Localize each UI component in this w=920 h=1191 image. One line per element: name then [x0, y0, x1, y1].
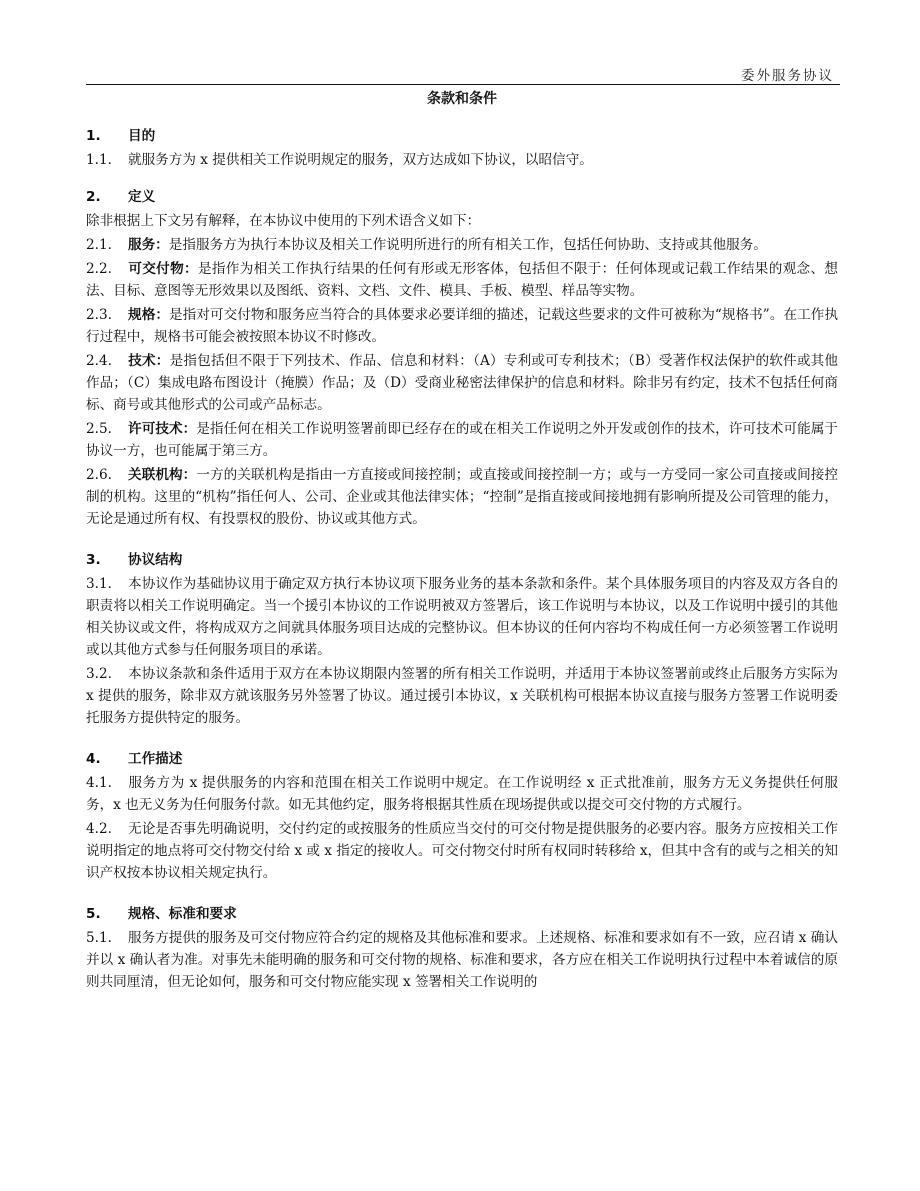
clause-2-2	[86, 258, 838, 302]
clause-number: 3.2.	[86, 666, 112, 682]
section-number: 5.	[86, 906, 101, 922]
clause-number: 4.1.	[86, 775, 112, 791]
clause-2-1	[86, 234, 838, 256]
clause-text: 是指任何在相关工作说明签署前即已经存在的或在相关工作说明之外开发或创作的技术，许可技术可能属于协议一方，也可能属于第三方。	[86, 421, 839, 459]
clause-1-1	[86, 149, 838, 171]
clause-text: 本协议作为基础协议用于确定双方执行本协议项下服务业务的基本条款和条件。某个具体服务项目的内容及双方各自的职责将以相关工作说明确定。当一个援引本协议的工作说明被双方签署后，该工作说明与本协议，以及工作说明中援引的其他相关协议或文件，将构成双方之间就具体服务项目达成的完整协议。但本协议的任何内容均不构成任何一方必须签署工作说明或以其他方式参与任何服务项目的承诺。	[86, 576, 838, 658]
document-title: 条款和条件	[427, 91, 497, 107]
section-number: 4.	[86, 751, 101, 767]
clause-3-2	[86, 663, 838, 729]
clause-2-4	[86, 350, 838, 416]
clause-text: 是指作为相关工作执行结果的任何有形或无形客体，包括但不限于：任何体现或记载工作结果的观念、想法、目标、意图等无形效果以及图纸、资料、文档、文件、模具、手板、模型、样品等实物。	[86, 261, 838, 299]
clause-3-1	[86, 573, 838, 661]
defined-term: 关联机构：	[128, 467, 197, 483]
defined-term: 技术：	[128, 353, 170, 369]
defined-term: 许可技术：	[128, 421, 197, 437]
clause-text: 一方的关联机构是指由一方直接或间接控制；或直接或间接控制一方；或与一方受同一家公司直接或间接控制的机构。这里的“机构”指任何人、公司、企业或其他法律实体；“控制”是指直接或间接地拥有影响所提及公司管理的能力，无论是通过所有权、有投票权的股份、协议或其他方式。	[86, 467, 839, 527]
section-number: 3.	[86, 552, 101, 568]
clause-2-3	[86, 304, 838, 348]
clause-text: 就服务方为 x 提供相关工作说明规定的服务，双方达成如下协议，以昭信守。	[128, 152, 593, 168]
section-title: 协议结构	[128, 552, 183, 568]
section-title: 定义	[128, 189, 156, 205]
clause-4-1	[86, 772, 838, 816]
defined-term: 可交付物：	[128, 261, 198, 277]
defined-term: 服务：	[128, 237, 169, 253]
defined-term: 规格：	[128, 307, 169, 323]
clause-text: 无论是否事先明确说明，交付约定的或按服务的性质应当交付的可交付物是提供服务的必要内容。服务方应按相关工作说明指定的地点将可交付物交付给 x 或 x 指定的接收人。可交付物交付时所有权同时转移给 x，但其中含有的或与之相关的知识产权按本协议相关规定执行。	[86, 821, 838, 881]
clause-number: 2.2.	[86, 261, 112, 277]
header-rule	[86, 84, 840, 85]
document-body	[86, 88, 838, 995]
section-title: 目的	[128, 128, 156, 144]
clause-text: 是指包括但不限于下列技术、作品、信息和材料：（A）专利或可专利技术；（B）受著作权法保护的软件或其他作品；（C）集成电路布图设计（掩膜）作品；及（D）受商业秘密法律保护的信息和材料。除非另有约定，技术不包括任何商标、商号或其他形式的公司或产品标志。	[86, 353, 839, 413]
clause-number: 2.6.	[86, 467, 112, 483]
section-title: 工作描述	[128, 751, 183, 767]
section-heading-3	[86, 549, 838, 571]
clause-text: 是指服务方为执行本协议及相关工作说明所进行的所有相关工作，包括任何协助、支持或其他服务。	[168, 237, 767, 253]
clause-5-1	[86, 927, 838, 993]
clause-2-6	[86, 464, 838, 530]
section-heading-1	[86, 125, 838, 147]
clause-number: 4.2.	[86, 821, 112, 837]
clause-text: 服务方为 x 提供服务的内容和范围在相关工作说明中规定。在工作说明经 x 正式批准前，服务方无义务提供任何服务，x 也无义务为任何服务付款。如无其他约定，服务将根据其性质在现场提供或以提交可交付物的方式履行。	[86, 775, 838, 813]
clause-number: 1.1.	[86, 152, 112, 168]
section-heading-2	[86, 186, 838, 208]
clause-text: 是指对可交付物和服务应当符合的具体要求必要详细的描述，记载这些要求的文件可被称为“规格书”。在工作执行过程中，规格书可能会被按照本协议不时修改。	[86, 307, 838, 345]
clause-number: 2.4.	[86, 353, 112, 369]
section-heading-5	[86, 903, 838, 925]
clause-number: 2.1.	[86, 237, 112, 253]
section-number: 1.	[86, 128, 101, 144]
clause-4-2	[86, 818, 838, 884]
section-heading-4	[86, 748, 838, 770]
clause-text: 服务方提供的服务及可交付物应符合约定的规格及其他标准和要求。上述规格、标准和要求如有不一致，应召请 x 确认并以 x 确认者为准。对事先未能明确的服务和可交付物的规格、标准和要求，各方应在相关工作说明执行过程中本着诚信的原则共同厘清，但无论如何，服务和可交付物应能实现 x 签署相关工作说明的	[86, 930, 838, 990]
section-number: 2.	[86, 189, 101, 205]
clause-number: 2.3.	[86, 307, 112, 323]
clause-2-5	[86, 418, 838, 462]
clause-number: 5.1.	[86, 930, 112, 946]
section-2-intro: 除非根据上下文另有解释，在本协议中使用的下列术语含义如下：	[86, 213, 481, 229]
clause-text: 本协议条款和条件适用于双方在本协议期限内签署的所有相关工作说明，并适用于本协议签署前或终止后服务方实际为 x 提供的服务，除非双方就该服务另外签署了协议。通过援引本协议，x 关联机构可根据本协议直接与服务方签署工作说明委托服务方提供特定的服务。	[86, 666, 838, 726]
clause-number: 3.1.	[86, 576, 112, 592]
clause-number: 2.5.	[86, 421, 112, 437]
section-title: 规格、标准和要求	[128, 906, 237, 922]
header-title: 委外服务协议	[741, 68, 834, 84]
